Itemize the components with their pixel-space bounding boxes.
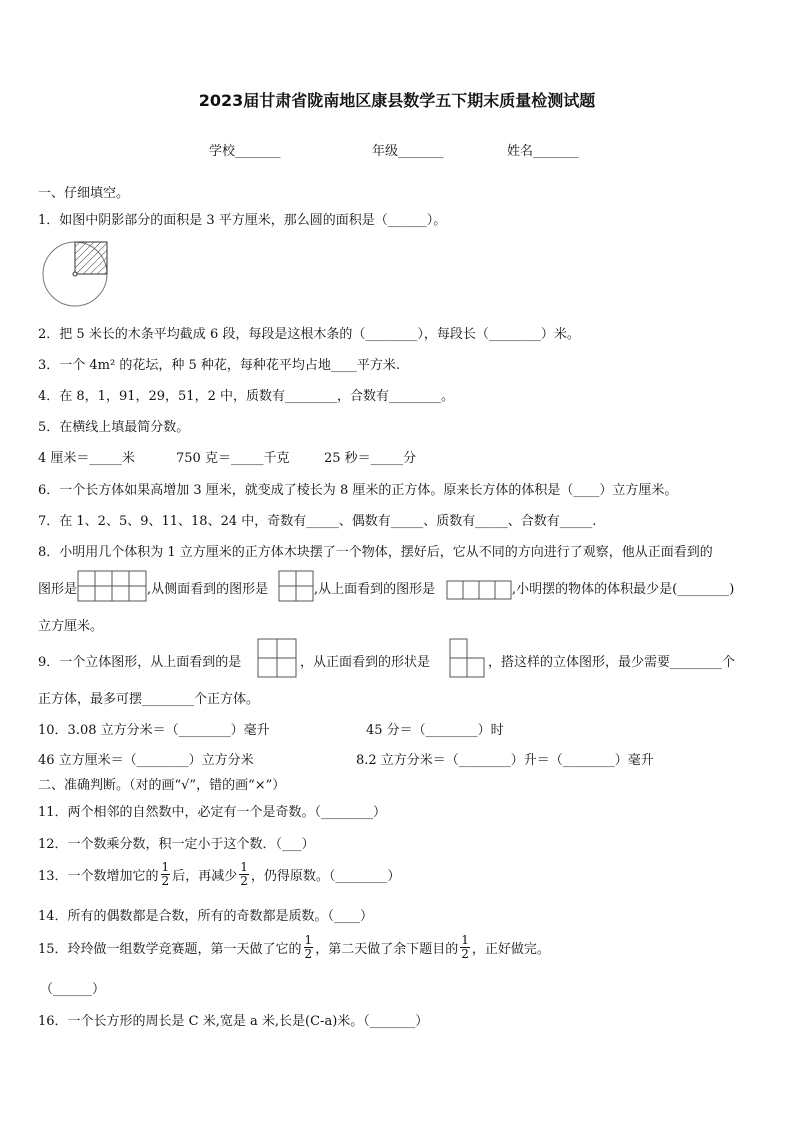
question-13: [38, 861, 400, 888]
page-title: 2023届甘肃省陇南地区康县数学五下期末质量检测试题: [198, 91, 596, 110]
q15-frac-a-den: 2: [304, 947, 313, 961]
section1-heading: 一、仔细填空。: [38, 186, 130, 201]
question-1: 1．如图中阴影部分的面积是 3 平方厘米，那么圆的面积是（______）。: [38, 213, 447, 228]
q13-part2: 后，再减少: [172, 869, 238, 884]
shaded-square: [75, 242, 107, 274]
q8-side-view-grid: [279, 571, 313, 601]
q8-front-label: 图形是: [38, 582, 78, 597]
question-11: 11．两个相邻的自然数中，必定有一个是奇数。（________）: [38, 805, 387, 820]
question-6: 6．一个长方体如果高增加 3 厘米，就变成了棱长为 8 厘米的正方体。原来长方体的体积是（____）立方厘米。: [38, 483, 678, 498]
circle-figure: [42, 237, 112, 309]
q15-part3: ，正好做完。: [471, 942, 550, 957]
q9-top-view-grid: [258, 639, 296, 677]
name-blank: _______: [533, 144, 579, 159]
question-8-line3: 立方厘米。: [38, 619, 104, 634]
grade-field: [372, 140, 444, 159]
q13-frac-b-num: 1: [240, 860, 248, 874]
q13-part1: 13．一个数增加它的: [38, 869, 159, 884]
question-5: 5．在横线上填最简分数。: [38, 420, 190, 435]
q15-frac-b-num: 1: [461, 933, 469, 947]
question-15: [38, 934, 550, 961]
q10-b: 45 分＝（________）时: [366, 723, 504, 738]
q15-part1: 15．玲玲做一组数学竞赛题，第一天做了它的: [38, 942, 302, 957]
q13-frac-b-den: 2: [240, 874, 248, 888]
q9-part3: ，搭这样的立体图形，最少需要________个: [488, 655, 736, 670]
question-12: 12．一个数乘分数，积一定小于这个数．（___）: [38, 837, 315, 852]
question-7: 7．在 1、2、5、9、11、18、24 中，奇数有_____、偶数有_____、质数有_____、合数有_____.: [38, 514, 597, 529]
q13-frac-a-num: 1: [161, 860, 170, 874]
q13-frac-a-den: 2: [161, 874, 170, 888]
q9-part2: ，从正面看到的形状是: [300, 655, 431, 670]
school-label: 学校: [209, 144, 236, 159]
q10-c: 46 立方厘米＝（________）立方分米: [38, 753, 254, 768]
q13-fraction-a: [161, 861, 171, 888]
q13-part3: ，仍得原数。（________）: [250, 869, 401, 884]
question-2: 2．把 5 米长的木条平均截成 6 段，每段是这根木条的（________），每段长（________）米。: [38, 327, 580, 342]
question-4: 4．在 8，1，91，29，51，2 中，质数有________，合数有________。: [38, 389, 454, 404]
q15-frac-a-num: 1: [304, 933, 313, 947]
q10-a: 10．3.08 立方分米＝（________）毫升: [38, 723, 270, 738]
question-3: 3．一个 4m² 的花坛，种 5 种花，每种花平均占地____平方米.: [38, 358, 401, 373]
name-field: [507, 140, 579, 159]
grade-label: 年级: [372, 144, 399, 159]
school-blank: _______: [235, 144, 281, 159]
question-8-line1: 8．小明用几个体积为 1 立方厘米的正方体木块摆了一个物体，摆好后，它从不同的方向进行了观察，他从正面看到的: [38, 545, 713, 560]
q9-line2: 正方体，最多可摆________个正方体。: [38, 692, 260, 707]
q8-side-label: ,从侧面看到的图形是: [147, 582, 269, 597]
q8-tail: ,小明摆的物体的体积最少是(________): [512, 582, 735, 597]
q15-frac-b-den: 2: [461, 947, 469, 961]
q15-answer-blank: （______）: [40, 982, 106, 997]
q5-item-3: 25 秒＝_____分: [324, 451, 417, 466]
question-16: 16．一个长方形的周长是 C 米,宽是 a 米,长是(C-a)米。（_______）: [38, 1014, 429, 1029]
section2-heading: 二、准确判断。（对的画“√”，错的画“×”）: [38, 778, 286, 793]
q5-item-1: 4 厘米＝_____米: [38, 451, 135, 466]
q9-part1: 9．一个立体图形，从上面看到的是: [38, 655, 242, 670]
q13-fraction-b: [239, 861, 249, 888]
grade-blank: _______: [398, 144, 444, 159]
q15-part2: ，第二天做了余下题目的: [315, 942, 459, 957]
q15-fraction-b: [460, 934, 470, 961]
q8-front-view-grid: [78, 571, 146, 601]
question-14: 14．所有的偶数都是合数，所有的奇数都是质数。（____）: [38, 909, 374, 924]
name-label: 姓名: [507, 144, 534, 159]
q10-d: 8.2 立方分米＝（________）升＝（________）毫升: [356, 753, 654, 768]
q8-top-label: ,从上面看到的图形是: [314, 582, 436, 597]
q5-item-2: 750 克＝_____千克: [176, 451, 290, 466]
q8-top-view-grid: [447, 581, 511, 601]
circle-center: [73, 272, 77, 276]
q15-fraction-a: [304, 934, 314, 961]
q9-front-view-grid: [450, 639, 484, 677]
school-field: [209, 140, 281, 159]
